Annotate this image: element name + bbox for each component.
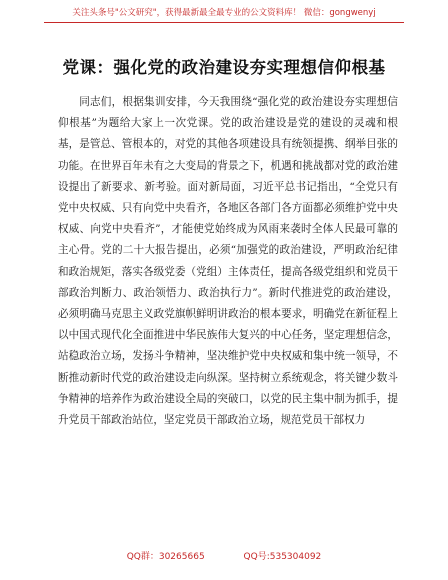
document-body: 同志们，根据集训安排，今天我围绕“强化党的政治建设夯实理想信仰根基”为题给大家上一次党课。党的政治建设是党的建设的灵魂和根基，是管总、管根本的，对党的其他各项建设具有统领提携、纲举目张的功能。在世界百年未有之大变局的背景之下，机遇和挑战都对党的政治建设提出了新要求、新考验。面对新局面，习近平总书记指出，“全党只有党中央权威、只有向党中央看齐，各地区各部门各方面都必须维护党中央权威、向党中央看齐”，才能使党始终成为风雨来袭时全体人民最可靠的主心骨。党的二十大报告提出，必须“加强党的政治建设，严明政治纪律和政治规矩，落实各级党委（党组）主体责任，提高各级党组织和党员干部政治判断力、政治领悟力、政治执行力”。新时代推进党的政治建设，必须明确马克思主义政党旗帜鲜明讲政治的根本要求，明确党在新征程上以中国式现代化全面推进中华民族伟大复兴的中心任务，坚定理想信念，站稳政治立场，发扬斗争精神，坚决维护党中央权威和集中统一领导，不断推动新时代党的政治建设走向纵深。坚持树立系统观念，将关键少数斗争精神的培养作为政治建设全局的突破口，以党的民主集中制为抓手，提升党员干部政治站位，坚定党员干部政治立场，规范党员干部权力 [58,96,398,427]
qq-contact-text: QQ号:535304092 [243,552,322,562]
document-title: 党课：强化党的政治建设夯实理想信仰根基 [62,58,386,77]
header-banner: 关注头条号"公文研究"，获得最新最全最专业的公文资料库！ 微信：gongwenyj [44,6,404,23]
footer-contact [0,549,448,562]
qq-group-text: QQ群：30265665 [126,552,205,562]
